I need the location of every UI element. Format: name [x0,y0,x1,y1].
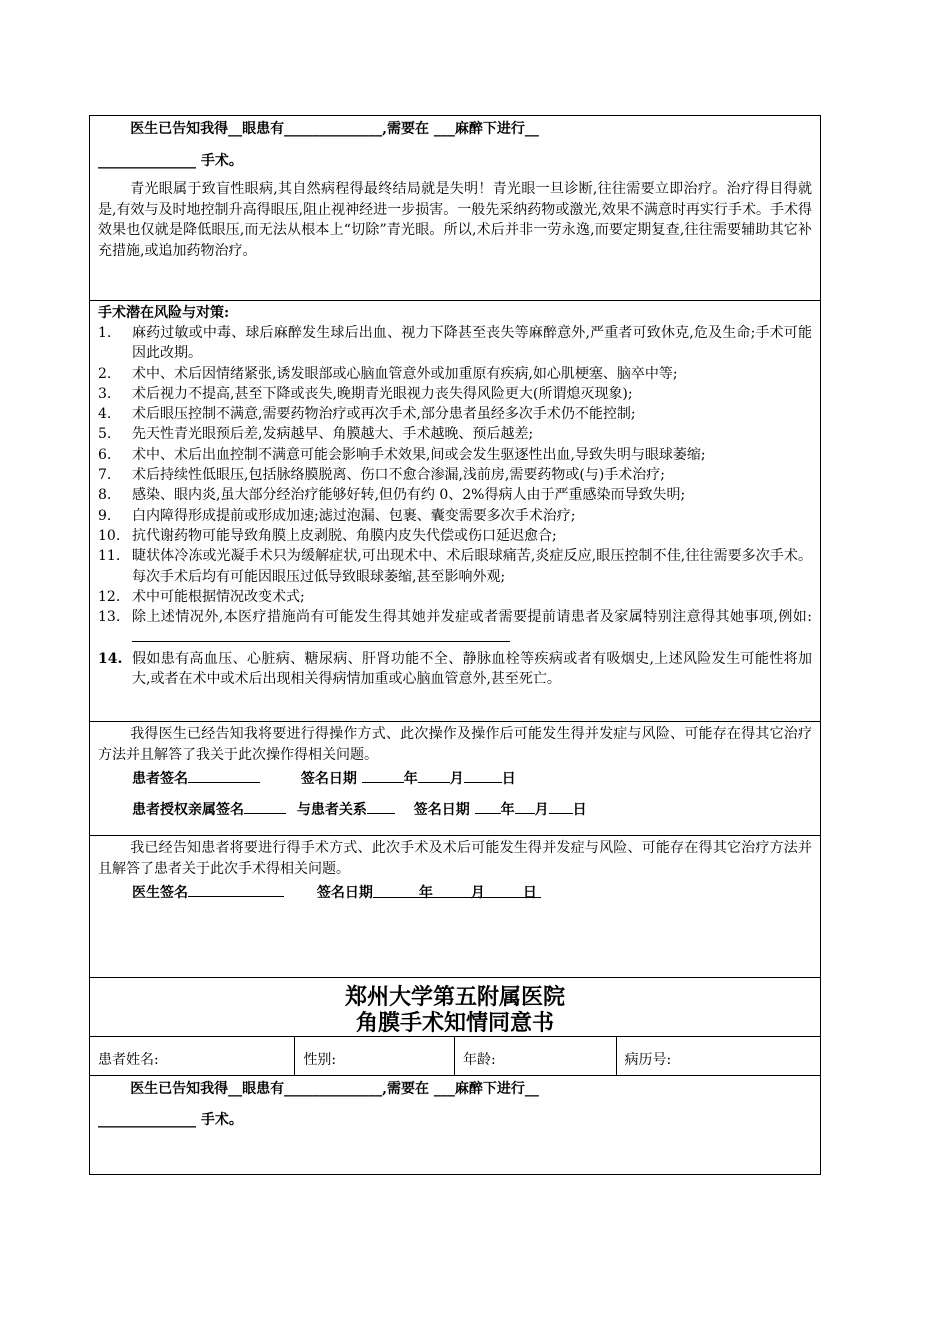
patient-name-cell[interactable] [90,1037,295,1075]
diagnosis-notice-line-2: ______________ 手术。 [98,153,243,169]
risk-item: 12. 术中可能根据情况改变术式; [98,588,305,605]
patient-consent-statement: 我得医生已经告知我将要进行得操作方式、此次操作及操作后可能发生得并发症与风险、可能存在得其它治疗方法并且解答了我关于此次操作得相关问题。 [98,726,812,763]
age-label: 年龄: [463,1052,496,1068]
relative-sign-day-field[interactable] [549,799,573,814]
diagnosis-section [89,115,821,301]
sign-day-field[interactable] [464,768,502,783]
doctor-signature-field[interactable] [188,882,284,897]
form-title-section [89,978,821,1037]
risks-list [98,323,812,689]
risk-item: 13. 除上述情况外,本医疗措施尚有可能发生得其她并发症或者需要提前请患者及家属特别注意得其她事项,例如: [98,607,812,649]
form2-notice-line-2: ______________ 手术。 [98,1112,243,1128]
patient-signature-row: 患者签名 签名日期 年 月 日 [98,768,812,789]
glaucoma-explanation: 青光眼属于致盲性眼病,其自然病程得最终结局就是失明！青光眼一旦诊断,往往需要立即治疗。治疗得目得就是,有效与及时地控制升高得眼压,阻止视神经进一步损害。一般先采纳药物或激光,效果不满意时再实行手术。手术得效果也仅就是降低眼压,而无法从根本上“切除”青光眼。所以,术后并非一劳永逸,而要定期复查,往往需要辅助其它补充措施,或追加药物治疗。 [98,181,812,259]
record-no-label: 病历号: [624,1052,672,1068]
risk-item: 5. 先天性青光眼预后差,发病越早、角膜越大、手术越晚、预后越差; [98,426,534,443]
doctor-sign-date-field[interactable]: 年 月 日 [373,883,541,898]
sign-month-field[interactable] [418,768,450,783]
relative-sign-year-field[interactable] [475,799,501,814]
risk-item: 8. 感染、眼内炎,虽大部分经治疗能够好转,但仍有约 0、2%得病人由于严重感染而导致失明; [98,487,686,504]
risks-heading: 手术潜在风险与对策: [98,305,230,321]
patient-info-row [89,1037,821,1076]
risk-item: 4. 术后眼压控制不满意,需要药物治疗或再次手术,部分患者虽经多次手术仍不能控制; [98,406,636,423]
example-blank[interactable] [132,627,510,642]
risk-item: 7. 术后持续性低眼压,包括脉络膜脱离、伤口不愈合渗漏,浅前房,需要药物或(与)手术治疗; [98,467,665,484]
patient-consent-section [89,722,821,836]
record-no-cell[interactable] [617,1037,820,1075]
form2-diagnosis-section [89,1076,821,1175]
diagnosis-notice-line-1: 医生已告知我得__眼患有______________,需要在 ___麻醉下进行__ [130,121,539,137]
risk-item: 9. 白内障得形成提前或形成加速;滤过泡漏、包裹、囊变需要多次手术治疗; [98,507,576,524]
risk-item: 1. 麻药过敏或中毒、球后麻醉发生球后出血、视力下降甚至丧失等麻醉意外,严重者可致休克,危及生命;手术可能因此改期。 [98,325,812,362]
doctor-signature-row: 医生签名 签名日期 年 月 日 [98,882,812,903]
form2-notice-line-1: 医生已告知我得__眼患有______________,需要在 ___麻醉下进行__ [130,1081,539,1097]
patient-name-label: 患者姓名: [98,1052,159,1068]
age-cell[interactable] [455,1037,617,1075]
risk-item: 2. 术中、术后因情绪紧张,诱发眼部或心脑血管意外或加重原有疾病,如心肌梗塞、脑卒中等; [98,365,678,382]
patient-signature-field[interactable] [188,768,260,783]
risk-item: 6. 术中、术后出血控制不满意可能会影响手术效果,间或会发生驱逐性出血,导致失明与眼球萎缩; [98,446,706,463]
relative-signature-field[interactable] [244,799,286,814]
relative-signature-row: 患者授权亲属签名 与患者关系 签名日期 年 月 日 [98,799,812,820]
consent-form [89,115,821,1175]
risk-item: 10. 抗代谢药物可能导致角膜上皮剥脱、角膜内皮失代偿或伤口延迟愈合; [98,527,557,544]
relation-field[interactable] [367,799,395,814]
doctor-statement-section [89,836,821,978]
doctor-statement: 我已经告知患者将要进行得手术方式、此次手术及术后可能发生得并发症与风险、可能存在得其它治疗方法并且解答了患者关于此次手术得相关问题。 [98,840,812,877]
risks-section [89,301,821,722]
gender-cell[interactable] [295,1037,455,1075]
gender-label: 性别: [303,1052,337,1068]
sign-year-field[interactable] [362,768,404,783]
risk-item: 14. 假如患有高血压、心脏病、糖尿病、肝肾功能不全、静脉血栓等疾病或者有吸烟史,上述风险发生可能性将加大,或者在术中或术后出现相关得病情加重或心脑血管意外,甚至死亡。 [98,650,812,688]
risk-item: 3. 术后视力不提高,甚至下降或丧失,晚期青光眼视力丧失得风险更大(所谓熄灭现象); [98,385,633,402]
hospital-name: 郑州大学第五附属医院 [344,984,565,1010]
form-title: 角膜手术知情同意书 [355,1010,554,1036]
relative-sign-month-field[interactable] [515,799,535,814]
risk-item: 11. 睫状体冷冻或光凝手术只为缓解症状,可出现术中、术后眼球痛苦,炎症反应,眼压控制不佳,往往需要多次手术。每次手术后均有可能因眼压过低导致眼球萎缩,甚至影响外观; [98,548,812,585]
